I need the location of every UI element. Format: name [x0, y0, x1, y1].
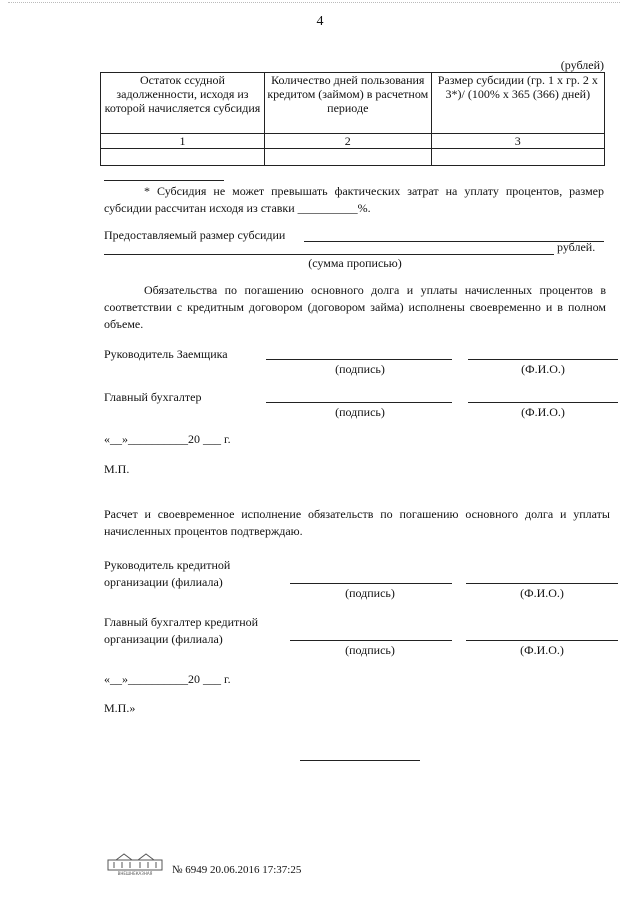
table-header-row: [101, 73, 605, 134]
table-header-cell: Размер субсидии (гр. 1 х гр. 2 х 3*)/ (100% х 365 (366) дней): [431, 73, 604, 134]
page-number: 4: [316, 14, 324, 29]
stamp-logo-caption: ВНЕШНЕКАЗНАЯ: [117, 871, 153, 876]
name-caption: (Ф.И.О.): [521, 405, 565, 419]
borrower-seal: М.П.: [104, 462, 130, 476]
scan-edge-artifact: [8, 2, 620, 3]
credit-head-label: [104, 557, 230, 591]
subsidy-table: [100, 72, 605, 166]
borrower-accountant-signature-line[interactable]: [266, 402, 452, 403]
table-cell: [101, 149, 265, 166]
table-cell: [431, 149, 604, 166]
credit-head-label-line1: Руководитель кредитной: [104, 558, 231, 572]
table-number-cell: 2: [264, 134, 431, 149]
signature-caption: (подпись): [345, 586, 395, 600]
borrower-head-label: Руководитель Заемщика: [104, 347, 228, 361]
name-caption: (Ф.И.О.): [520, 586, 564, 600]
borrower-head-signature-line[interactable]: [266, 359, 452, 360]
borrower-accountant-name-line[interactable]: [468, 402, 618, 403]
document-stamp: № 6949 20.06.2016 17:37:25: [172, 864, 302, 876]
credit-date-line: «__»__________20 ___ г.: [104, 672, 231, 686]
table-number-row: [101, 134, 605, 149]
name-caption: (Ф.И.О.): [520, 643, 564, 657]
subsidy-amount-line-2[interactable]: [104, 254, 554, 255]
credit-accountant-signature-line[interactable]: [290, 640, 452, 641]
credit-accountant-label-line1: Главный бухгалтер кредитной: [104, 615, 259, 629]
signature-caption: (подпись): [335, 405, 385, 419]
credit-head-label-line2: организации (филиала): [104, 575, 223, 589]
borrower-head-name-line[interactable]: [468, 359, 618, 360]
signature-caption: (подпись): [335, 362, 385, 376]
borrower-date-line: «__»__________20 ___ г.: [104, 432, 231, 446]
borrower-accountant-label: Главный бухгалтер: [104, 390, 202, 404]
confirmation-text: Расчет и своевременное исполнение обязательств по погашению основного долга и уплаты начисленных процентов подтверждаю.: [104, 507, 610, 538]
subsidy-label: Предоставляемый размер субсидии: [104, 228, 286, 242]
table-row: [101, 149, 605, 166]
credit-accountant-label: [104, 614, 258, 648]
end-separator: [300, 760, 420, 761]
table-header-cell: Количество дней пользования кредитом (займом) в расчетном периоде: [264, 73, 431, 134]
credit-accountant-label-line2: организации (филиала): [104, 632, 223, 646]
name-caption: (Ф.И.О.): [521, 362, 565, 376]
table-cell: [264, 149, 431, 166]
subsidy-currency: рублей.: [557, 240, 596, 254]
credit-accountant-name-line[interactable]: [466, 640, 618, 641]
credit-seal: М.П.»: [104, 701, 136, 715]
stamp-logo-icon: [106, 852, 164, 876]
subsidy-caption: (сумма прописью): [308, 256, 402, 270]
table-number-cell: 3: [431, 134, 604, 149]
currency-note: (рублей): [560, 58, 604, 72]
credit-head-signature-line[interactable]: [290, 583, 452, 584]
table-number-cell: 1: [101, 134, 265, 149]
footnote-separator: [104, 180, 224, 181]
credit-head-name-line[interactable]: [466, 583, 618, 584]
footnote: * Субсидия не может превышать фактических затрат на уплату процентов, размер субсидии рассчитан исходя из ставки __________%.: [104, 184, 604, 215]
obligations-text: Обязательства по погашению основного долга и уплаты начисленных процентов в соответствии с кредитным договором (договором займа) исполнены своевременно и в полном объеме.: [104, 283, 606, 331]
signature-caption: (подпись): [345, 643, 395, 657]
table-header-cell: Остаток ссудной задолженности, исходя из которой начисляется субсидия: [101, 73, 265, 134]
